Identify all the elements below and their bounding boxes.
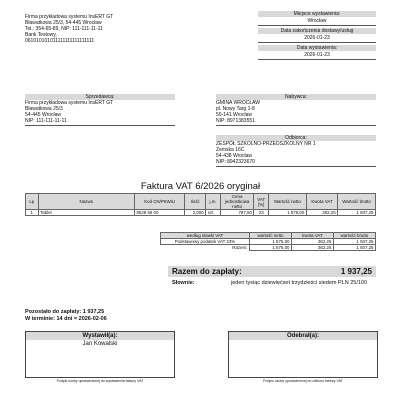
issued-name: Jan Kowalski: [82, 341, 118, 347]
issued-signature-box: [25, 331, 175, 378]
items-table: [25, 193, 376, 216]
buyer-line: 50-141 Wrocław: [216, 112, 253, 118]
seller-info-line: 061010101011111111111111111: [25, 38, 95, 44]
seller-line: NIP: 111-111-11-11: [25, 118, 67, 124]
cell-vat: 362,25: [291, 245, 333, 251]
recipient-section: [216, 135, 376, 167]
cell-lp: 1: [26, 210, 39, 216]
cell-vat-rate: 23: [254, 210, 269, 216]
payment-due: W terminie: 14 dni = 2026-02-06: [25, 316, 107, 322]
cell-rate-name: Podstawowy podatek VAT 23%: [161, 239, 250, 245]
invoice-meta: [258, 11, 376, 60]
recipient-line: Zemska 16C: [216, 147, 245, 153]
table-row: [26, 210, 376, 216]
place-label: Miejsce wystawienia:: [258, 11, 376, 17]
col-header: według stawki VAT: [161, 233, 250, 239]
received-signature-box: [228, 331, 378, 378]
col-header: kwota VAT: [291, 233, 333, 239]
seller-info-line: Bławatkowa 25/3, 54-445 Wrocław: [25, 20, 102, 26]
col-header: wartość brutto: [333, 233, 375, 239]
seller-line: 54-445 Wrocław: [25, 112, 62, 118]
recipient-header: Odbiorca:: [216, 135, 376, 141]
cell-net: 1 575,00: [249, 245, 291, 251]
cell-vat: 362,25: [306, 210, 337, 216]
cell-code: 8528 59 00: [134, 210, 184, 216]
total-due-label: Razem do zapłaty:: [172, 267, 242, 276]
cell-name: Tablet: [38, 210, 134, 216]
col-header: VAT [%]: [254, 194, 269, 210]
invoice-title: Faktura VAT 6/2026 oryginał: [140, 181, 261, 192]
vat-summary-table: [160, 232, 376, 251]
vat-header-row: [161, 233, 376, 239]
col-header: Kod CN/PKWiU: [134, 194, 184, 210]
recipient-line: 54-438 Wrocław: [216, 153, 253, 159]
cell-gross: 1 937,25: [333, 245, 375, 251]
cell-net: 1 575,00: [269, 210, 307, 216]
seller-header: Sprzedawca:: [25, 94, 175, 100]
words-label: Słownie:: [172, 280, 195, 286]
received-header: Odebrał(a):: [229, 332, 377, 340]
place-value: Wrocław: [258, 17, 376, 26]
seller-section: [25, 94, 175, 126]
seller-info-line: Tel.: 354-65-89, NIP: 111-111-11-11: [25, 26, 103, 32]
cell-net: 1 575,00: [249, 239, 291, 245]
delivery-date-value: 2026-01-23: [258, 34, 376, 43]
issue-date-value: 2026-01-23: [258, 51, 376, 60]
col-header: wartość netto: [249, 233, 291, 239]
cell-vat: 362,25: [291, 239, 333, 245]
seller-info-line: Firma przykładowa systemu InsERT GT: [25, 14, 114, 20]
cell-gross: 1 937,25: [333, 239, 375, 245]
seller-line: Firma przykładowa systemu InsERT GT: [25, 100, 114, 106]
col-header: Wartość brutto: [338, 194, 376, 210]
buyer-section: [216, 94, 376, 126]
payment-info: [25, 309, 107, 323]
issued-caption: Podpis osoby upoważnionej do wystawienia faktury VAT: [56, 379, 144, 383]
words-value: jeden tysiąc dziewięćset trzydzieści siedem PLN 25/100: [231, 280, 368, 286]
recipient-line: NIP: 8942323670: [216, 159, 255, 165]
buyer-line: GMINA WROCŁAW: [216, 100, 260, 106]
seller-info-line: Bank Testowy,: [25, 32, 57, 38]
received-caption: Podpis osoby upoważnionej do odbioru faktury VAT: [263, 379, 343, 383]
buyer-header: Nabywca:: [216, 94, 376, 100]
buyer-line: NIP: 8971383551: [216, 118, 255, 124]
cell-total-label: Razem:: [161, 245, 250, 251]
total-due-value: 1 937,25: [340, 267, 372, 276]
col-header: Ilość: [185, 194, 206, 210]
col-header: j.m.: [206, 194, 221, 210]
cell-price: 787,50: [220, 210, 254, 216]
col-header: Nazwa: [38, 194, 134, 210]
delivery-date-label: Data zakończenia dostawy/usług: [258, 28, 376, 34]
issued-header: Wystawił(a):: [26, 332, 174, 340]
seller-line: Bławatkowa 25/3: [25, 106, 63, 112]
cell-gross: 1 937,25: [338, 210, 376, 216]
buyer-line: pl. Nowy Targ 1-8: [216, 106, 255, 112]
remaining-to-pay: Pozostało do zapłaty: 1 937,25: [25, 309, 105, 315]
seller-info-block: [25, 14, 175, 44]
items-header-row: [26, 194, 376, 210]
col-header: Wartość netto: [269, 194, 307, 210]
issue-date-label: Data wystawienia:: [258, 45, 376, 51]
cell-qty: 2,000: [185, 210, 206, 216]
recipient-line: ZESPÓŁ SZKOLNO-PRZEDSZKOLNY NR 1: [216, 141, 316, 147]
col-header: Kwota VAT: [306, 194, 337, 210]
col-header: Cena jednostkowa netto: [220, 194, 254, 210]
table-row: [161, 245, 376, 251]
total-due-bar: [168, 266, 376, 277]
cell-unit: szt.: [206, 210, 221, 216]
col-header: Lp: [26, 194, 39, 210]
